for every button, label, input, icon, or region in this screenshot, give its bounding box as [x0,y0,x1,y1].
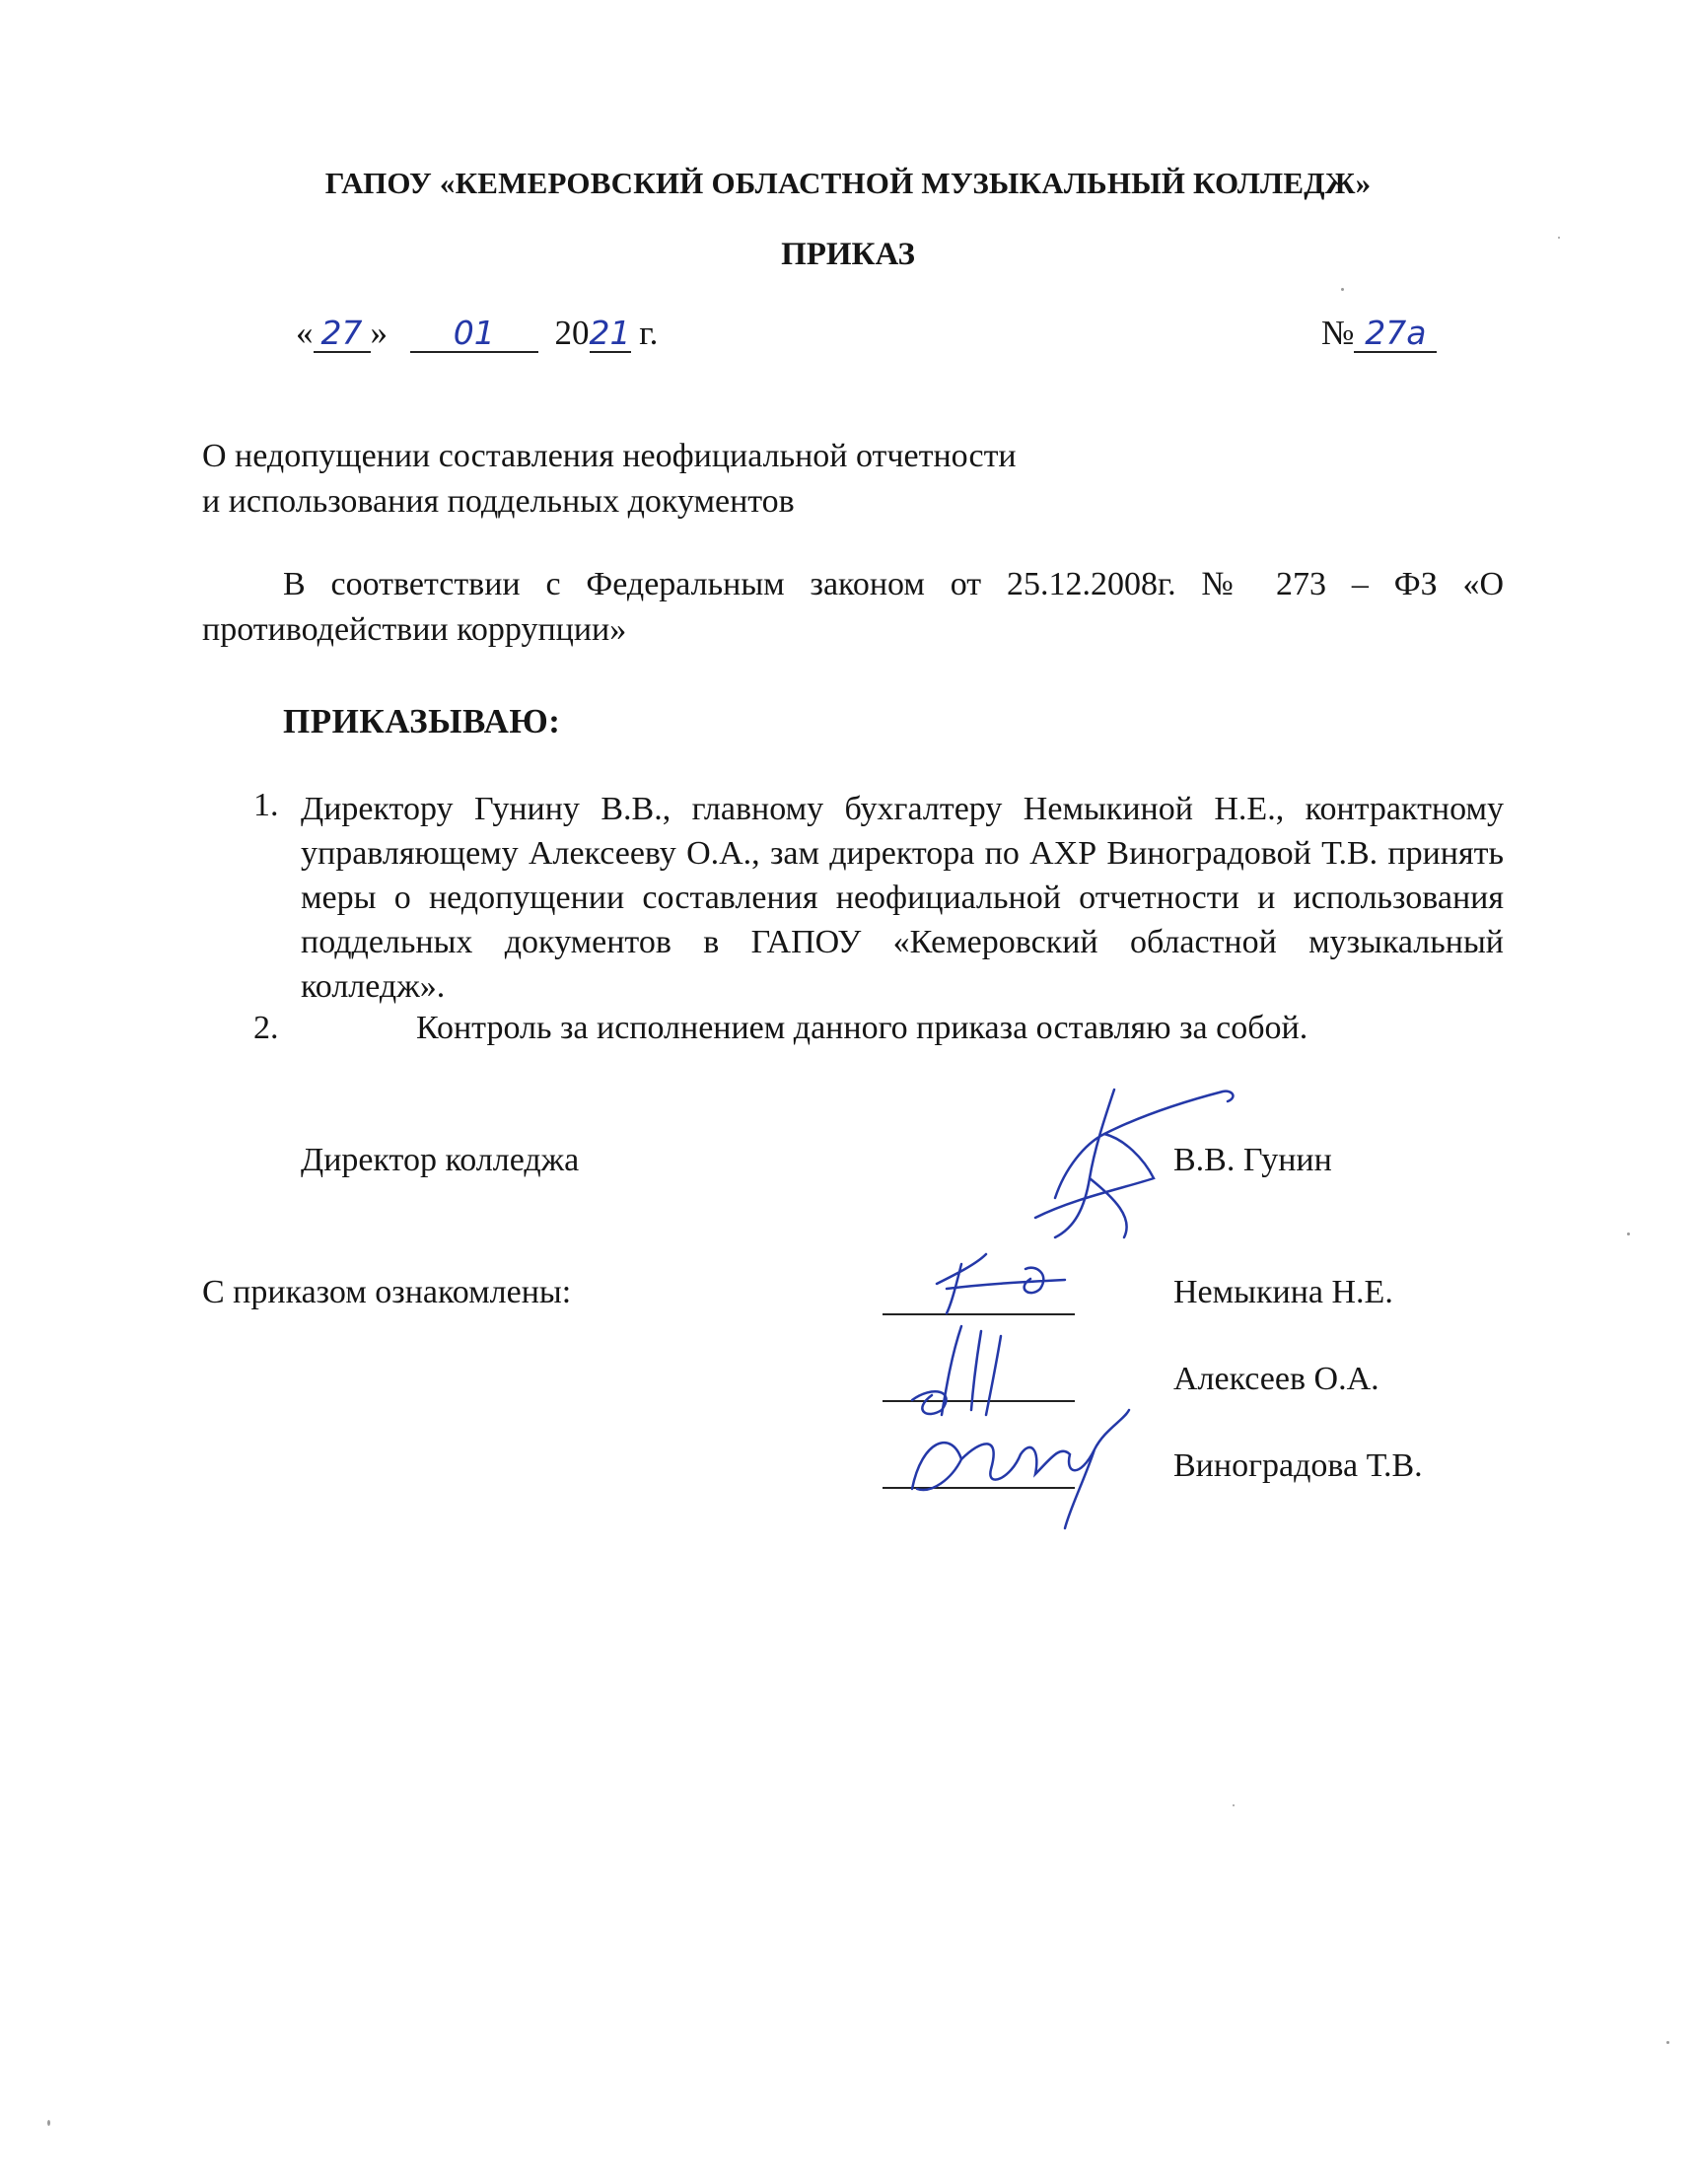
document-type-title: ПРИКАЗ [781,237,915,272]
item-1-number: 1. [253,787,279,823]
order-subject [202,434,1017,525]
order-number [1321,314,1437,353]
date-year-prefix: 20 [554,314,590,352]
number-sign: № [1321,314,1355,352]
scan-speck [47,2120,50,2126]
orders-heading: ПРИКАЗЫВАЮ: [283,702,561,740]
ack-name-1: Немыкина Н.Е. [1173,1274,1393,1310]
date-day-handwritten: 27 [314,316,371,353]
director-title: Директор колледжа [301,1142,580,1178]
date-month-handwritten: 01 [410,316,538,353]
director-name: В.В. Гунин [1173,1142,1332,1178]
date-year-handwritten: 21 [589,314,631,352]
scan-speck [1341,288,1344,291]
scan-speck [1666,2041,1669,2044]
date-close-quote: » [370,314,388,352]
number-handwritten: 27а [1354,316,1437,353]
item-2-text: Контроль за исполнением данного приказа оставляю за собой. [416,1010,1308,1046]
date-year-mark: г. [639,314,659,352]
subject-line-1: О недопущении составления неофициальной отчетности [202,438,1017,474]
item-2-number: 2. [253,1010,279,1046]
date-open-quote: « [296,314,314,352]
legal-basis-paragraph: В соответствии с Федеральным законом от 25.12.2008г. № 273 – ФЗ «О противодействии коррупции» [202,566,1504,648]
subject-line-2: и использования поддельных документов [202,483,795,520]
ack-name-2: Алексеев О.А. [1173,1361,1379,1397]
ack-name-3: Виноградова Т.В. [1173,1447,1423,1484]
signature-vinogradova [892,1400,1149,1538]
signature-nemykina [917,1244,1104,1323]
scan-speck [1233,1804,1235,1806]
scan-speck [1558,237,1560,239]
order-date [296,314,658,353]
scan-speck [1627,1233,1630,1235]
acknowledgement-label: С приказом ознакомлены: [202,1274,572,1310]
director-signature [996,1080,1252,1247]
organization-title: ГАПОУ «КЕМЕРОВСКИЙ ОБЛАСТНОЙ МУЗЫКАЛЬНЫЙ КОЛЛЕДЖ» [324,166,1372,200]
item-1-text: Директору Гунину В.В., главному бухгалтеру Немыкиной Н.Е., контрактному управляющему Алексееву О.А., зам директора по АХР Виноградовой Т.В. принять меры о недопущении составления неофициальной отчетности и использования поддельных документов в ГАПОУ «Кемеровский областной музыкальный колледж». [301,791,1504,1005]
